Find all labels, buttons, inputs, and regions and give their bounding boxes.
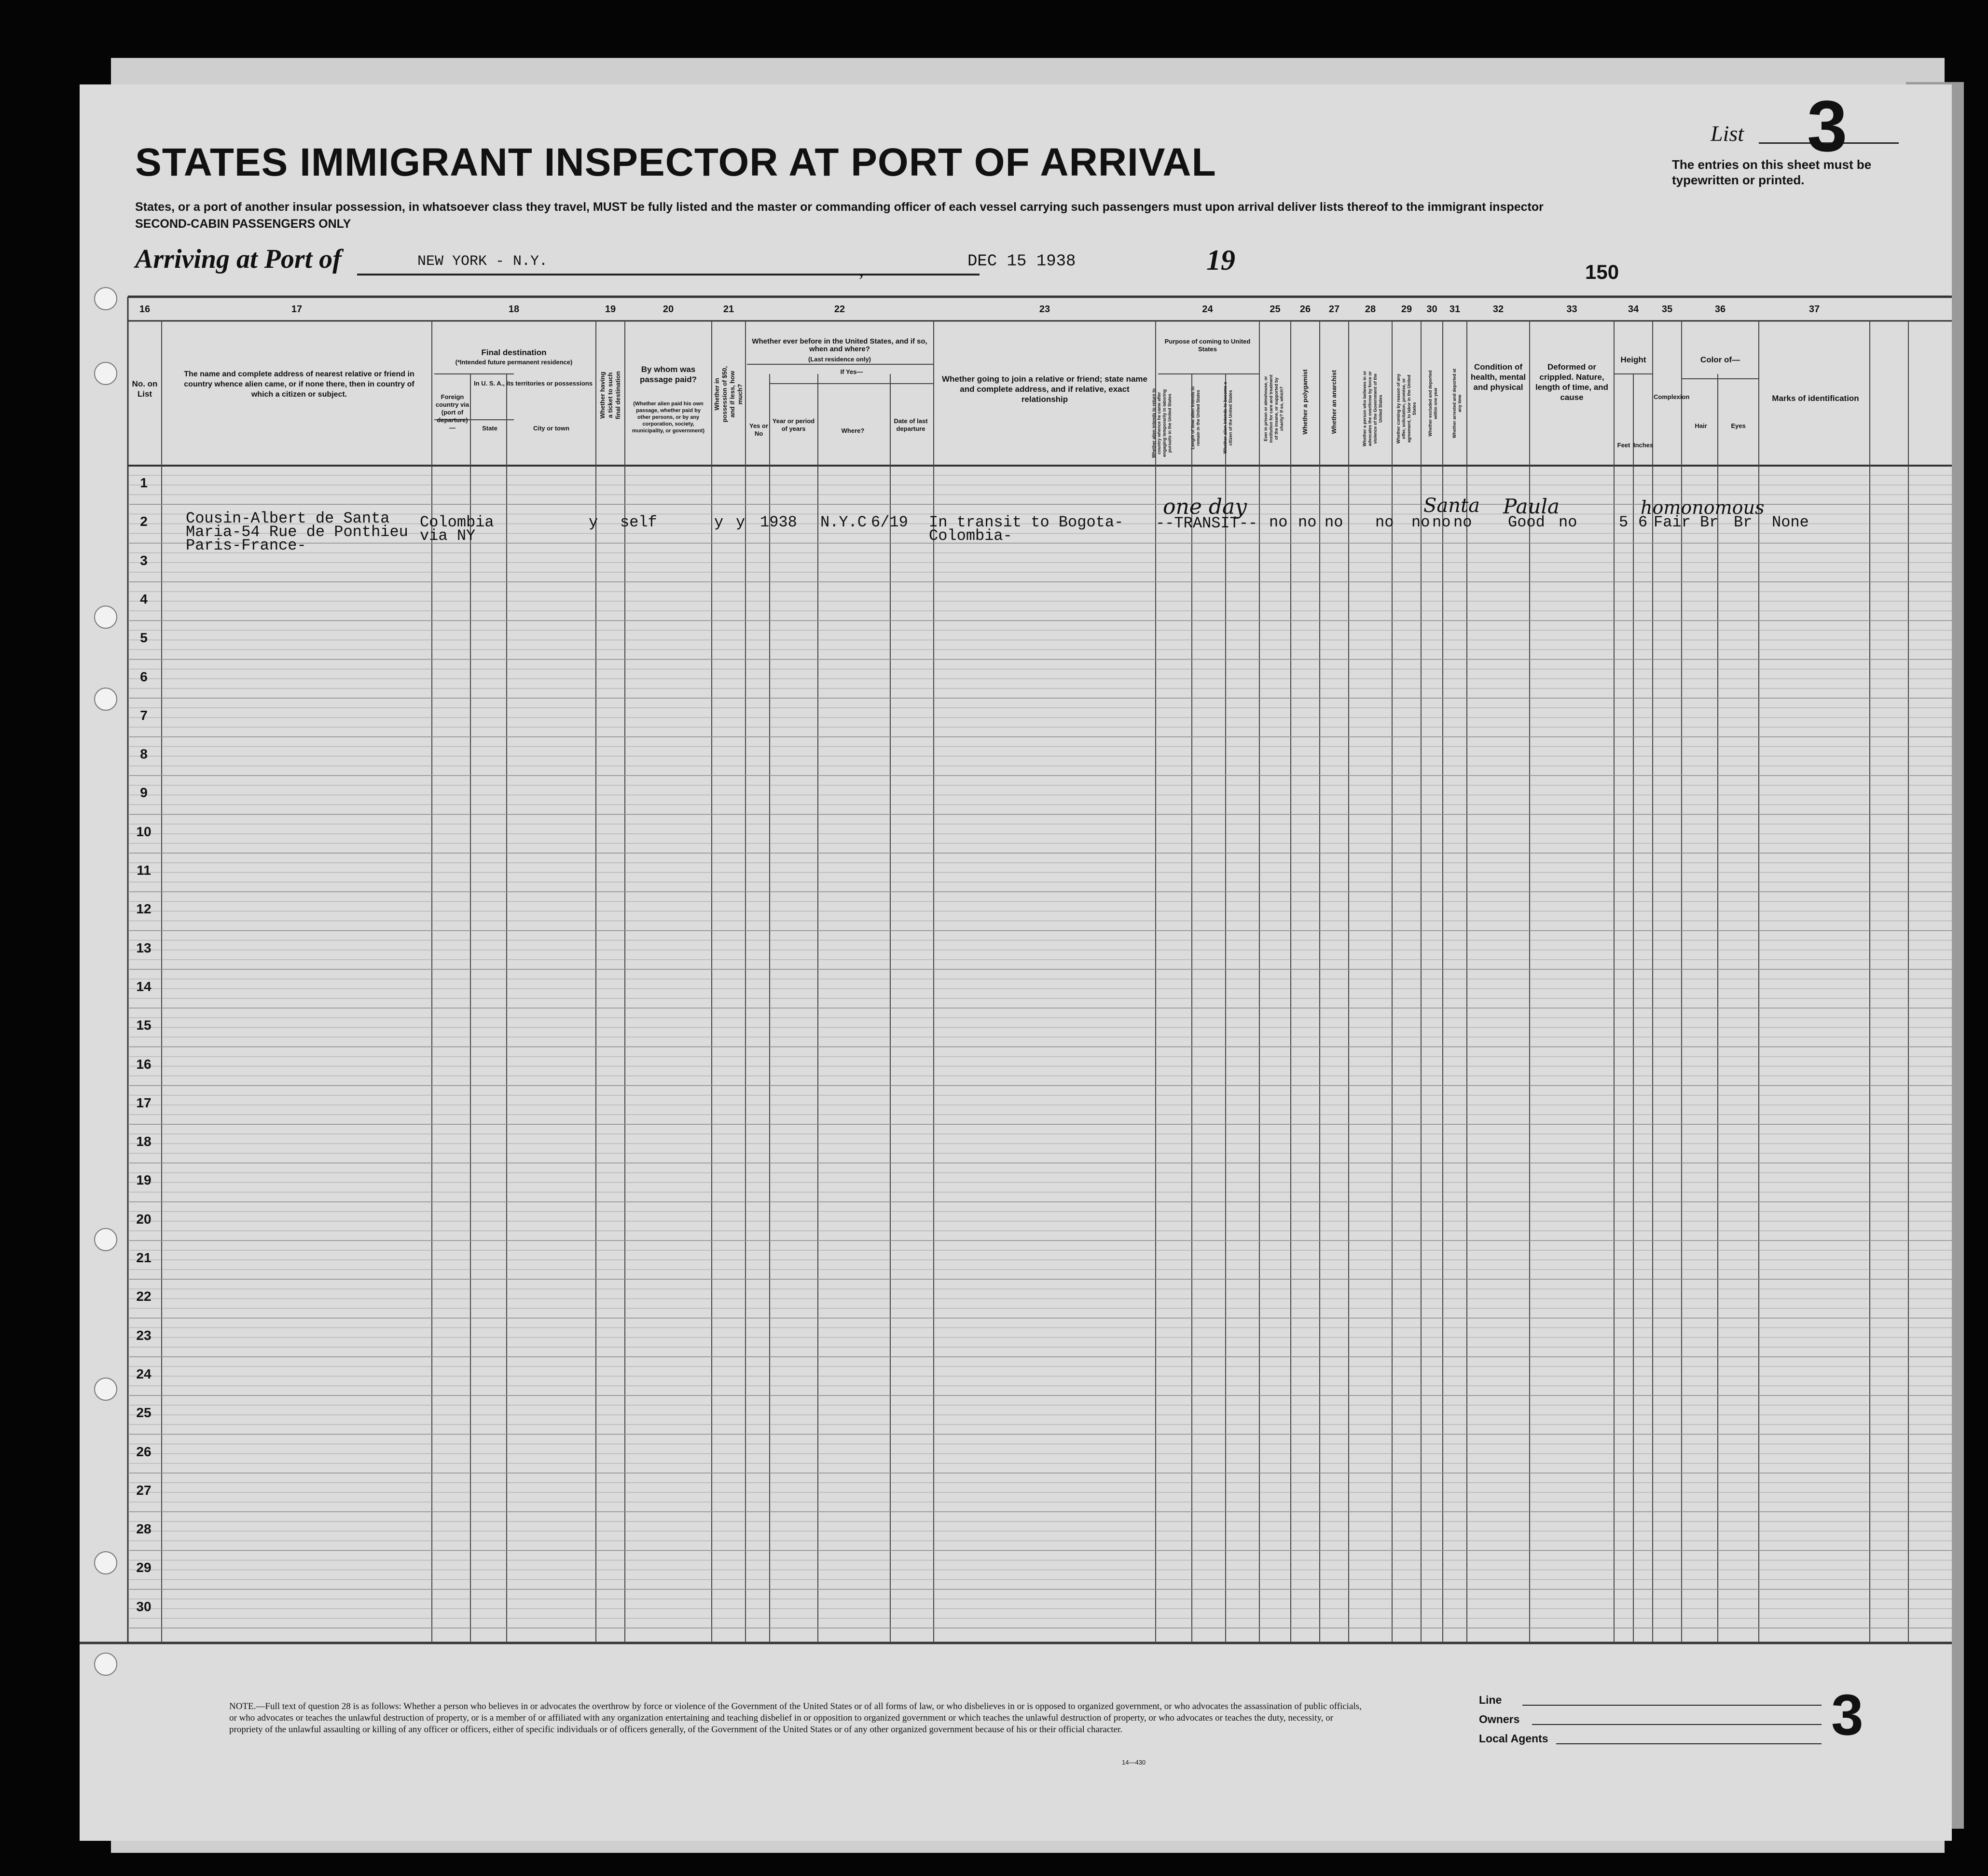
passage-paid-value: self (620, 513, 657, 531)
list-number: 3 (1807, 85, 1848, 166)
foreign-country: Colombia (420, 513, 494, 531)
hand-annotation-paula: Paula (1503, 495, 1560, 518)
q31-value: no (1453, 513, 1472, 531)
header-join-relative: Whether going to join a relative or friend; state name and complete address, and if relative, exact relationship (941, 374, 1147, 404)
row-number: 30 (136, 1599, 152, 1614)
hand-annotation-homonomous: homonomous (1641, 497, 1765, 518)
q29-value: no (1411, 513, 1430, 531)
marks-value: None (1772, 513, 1809, 531)
complexion-value: Fair (1654, 513, 1691, 531)
before-us-value: y (736, 513, 746, 531)
row-number: 1 (140, 475, 148, 490)
row-number: 6 (140, 669, 148, 684)
anarchist-value: no (1325, 513, 1343, 531)
page-number: 150 (1585, 261, 1619, 283)
row-number: 24 (136, 1366, 152, 1381)
row-number: 9 (140, 785, 148, 800)
year-label: 19 (1206, 244, 1235, 276)
manifest-sheet: STATES IMMIGRANT INSPECTOR AT PORT OF ARRIVAL States, or a port of another insular possession, in whatsoever class they travel, MUST be fully listed and the master or commanding officer of each vessel carrying such passengers must upon arrival deliver lists thereof to the immigrant inspector SECOND-CABIN PASSENGERS ONLY Arriving at Port of NEW YORK - N.Y. , DEC 15 1938 19 150 List 3 The entries on this sheet must be typewritten or printed. 16 17 18 19 20 21 22 23 24 25 26 27 28 29 30 31 32 33 34 35 36 37 No. on List The name and complete address of nearest relative or friend in country whence alien came, or if none there, then in country of which a citizen or subject. Final destination (*Intended future permanent residence) Foreign country via (port of departure)— In U. S. A., its territories or possessions State City or town Whether having a ticket to such final destination By whom was passage paid? (Whether alien paid his own passage, whether paid by other persons, or by any corporation, society, municipality, or government) Whether in possession of $50, and if less, how much? Whether ever before in the United States, and if so, when and where? (Last residence only) Yes or No If Yes— Year or period of years Where? Date of last departure Whether going to join a relative or friend; state name and complete address, and if relative, exact relationship Purpose of coming to United States Whether alien intends to return to country whence he came after engaging temporarily in laboring pursuits in the United States Length of time alien intends to remain in the United States Whether alien intends to become a citizen of the United States Ever in prison or almshouse, or institution for care and treatment of the insane, or supported by charity? If so, which? Whether a polygamist Whether an anarchist Whether a person who believes in or advocates the overthrow by force or violence of the Government of the United States Whether coming by reason of any offer, solicitation, promise, or agreement, to labor in the United States Whether excluded and deported within one year Whether arrested and deported at any time Condition of health, mental and physical Deformed or crippled. Nature, length of time, and cause Height Feet Inches Complexion Color of— Hair Eyes Marks of identification 1 2 3 4 5 6 7 8 9 10 11 12 13 14 15 16 17 18 19 20 21 22 23 24 25 26 27 28 29 30 Cousin-Albert de Santa Maria-54 Rue de Ponthieu Paris-France- Colombia via NY y self y y 1938 N.Y.C 6/19 In transit to Bogota- Colombia- one day --TRANSIT-- no no no no no no no Santa Paula homonomous Good no 5 6 Fair Br Br None NOTE.—Full text of question 28 is as follows: Whether a person who believes in or advocates the overthrow by force or violence of the Government of the United States or of all forms of law, or who disbelieves in or is opposed to organized government, or who advocates the assassination of public officials, or who advocates or teaches the unlawful destruction of property, or is a member of or affiliated with any organization entertaining and teaching disbelief in or opposition to organized government or which teaches the unlawful destruction of property, or who advocates or teaches the duty, necessity, or propriety of the unlawful assaulting or killing of any officer or officers, either of specific individuals or of officers generally, of the Government of the United States or of any other organized government because of his or their official character. 14—430 Line Owners Local Agents 3 (80, 84, 1952, 1841)
row-number: 20 (136, 1211, 152, 1227)
row-number: 28 (136, 1521, 152, 1537)
row-number: 18 (136, 1134, 152, 1149)
row-number: 13 (136, 940, 152, 955)
relative-address-line1: Cousin-Albert de Santa (186, 510, 390, 527)
row-number: 3 (140, 552, 148, 568)
row-number: 8 (140, 746, 148, 762)
header-final-destination: Final destination (481, 348, 547, 357)
q30-value: no (1432, 513, 1451, 531)
instructions-line: States, or a port of another insular possession, in whatsoever class they travel, MUST be fully listed and the master or commanding officer of each vessel carrying such passengers must upon arrival deliver lists thereof to the immigrant inspector (135, 200, 1544, 214)
join-relative-line1: In transit to Bogota- (929, 513, 1124, 531)
row-number: 14 (136, 979, 152, 994)
row-number: 5 (140, 630, 148, 646)
relative-address-line3: Paris-France- (186, 537, 306, 554)
hand-purpose-annotation: one day (1163, 495, 1247, 519)
ticket-value: y (589, 513, 598, 531)
inches-value: 6 (1638, 513, 1648, 531)
row-number: 7 (140, 707, 148, 723)
list-label: List (1711, 121, 1744, 146)
possession-value: y (714, 513, 724, 531)
manifest-grid (80, 84, 1952, 1841)
row-number: 12 (136, 901, 152, 917)
local-agents-label: Local Agents (1479, 1732, 1548, 1745)
footnote-question-28: NOTE.—Full text of question 28 is as follows: Whether a person who believes in or advocates the overthrow by force or violence of the Government of the United States or of all forms of law, or who disbelieves in or is opposed to organized government, or who advocates the assassination of public officials, or who advocates or teaches the unlawful destruction of property, or is a member of or affiliated with any organization entertaining and teaching disbelief in or opposition to organized government or which teaches the unlawful destruction of property, or who advocates or teaches the duty, necessity, or propriety of the unlawful assaulting or killing of any officer or officers, either of specific individuals or of officers generally, of the Government of the United States or of any other organized government because of his or their official character. (229, 1701, 1362, 1735)
form-code: 14—430 (1122, 1759, 1146, 1766)
port-name: NEW YORK - N.Y. (417, 253, 548, 270)
row-number: 25 (136, 1405, 152, 1421)
year-value: 1938 (760, 513, 797, 531)
header-relative: The name and complete address of nearest relative or friend in country whence alien came, or if none there, then in country of which a citizen or subject. (184, 370, 414, 399)
hair-value: Br (1700, 513, 1719, 531)
owners-label: Owners (1479, 1713, 1520, 1725)
q28-value: no (1375, 513, 1394, 531)
row-number: 21 (136, 1250, 152, 1265)
row-number: 29 (136, 1560, 152, 1575)
feet-value: 5 (1619, 513, 1629, 531)
typewritten-note: The entries on this sheet must be typewritten or printed. (1672, 157, 1872, 187)
eyes-value: Br (1734, 513, 1753, 531)
relative-address-line2: Maria-54 Rue de Ponthieu (186, 523, 408, 541)
page-title: STATES IMMIGRANT INSPECTOR AT PORT OF ARRIVAL (135, 140, 1216, 184)
prison-value: no (1269, 513, 1288, 531)
arriving-label: Arriving at Port of (135, 244, 342, 274)
departure-date-value: 6/19 (871, 513, 908, 531)
row-number: 17 (136, 1095, 152, 1110)
health-value: Good (1508, 513, 1545, 531)
deformed-value: no (1559, 513, 1577, 531)
row-number: 11 (137, 863, 151, 878)
line-label: Line (1479, 1694, 1502, 1706)
foreign-country-via: via NY (420, 527, 476, 545)
row-number: 27 (136, 1482, 152, 1498)
hand-annotation-santa: Santa (1423, 495, 1480, 517)
row-number: 2 (140, 514, 148, 529)
row-number: 16 (136, 1056, 152, 1072)
where-value: N.Y.C (820, 513, 867, 531)
row-number: 19 (136, 1172, 152, 1188)
row-number: 22 (136, 1289, 152, 1304)
row-number: 4 (140, 591, 148, 607)
purpose-value: --TRANSIT-- (1156, 514, 1258, 532)
header-no-on-list: No. on List (132, 379, 158, 399)
row-number: 15 (136, 1018, 152, 1033)
row-number: 26 (136, 1444, 152, 1459)
footer-list-number: 3 (1831, 1683, 1864, 1747)
polygamist-value: no (1298, 513, 1317, 531)
row-number: 23 (136, 1327, 152, 1343)
class-line: SECOND-CABIN PASSENGERS ONLY (135, 217, 351, 231)
row-number: 10 (136, 824, 152, 839)
arrival-date: DEC 15 1938 (967, 252, 1076, 271)
join-relative-line2: Colombia- (929, 527, 1012, 545)
